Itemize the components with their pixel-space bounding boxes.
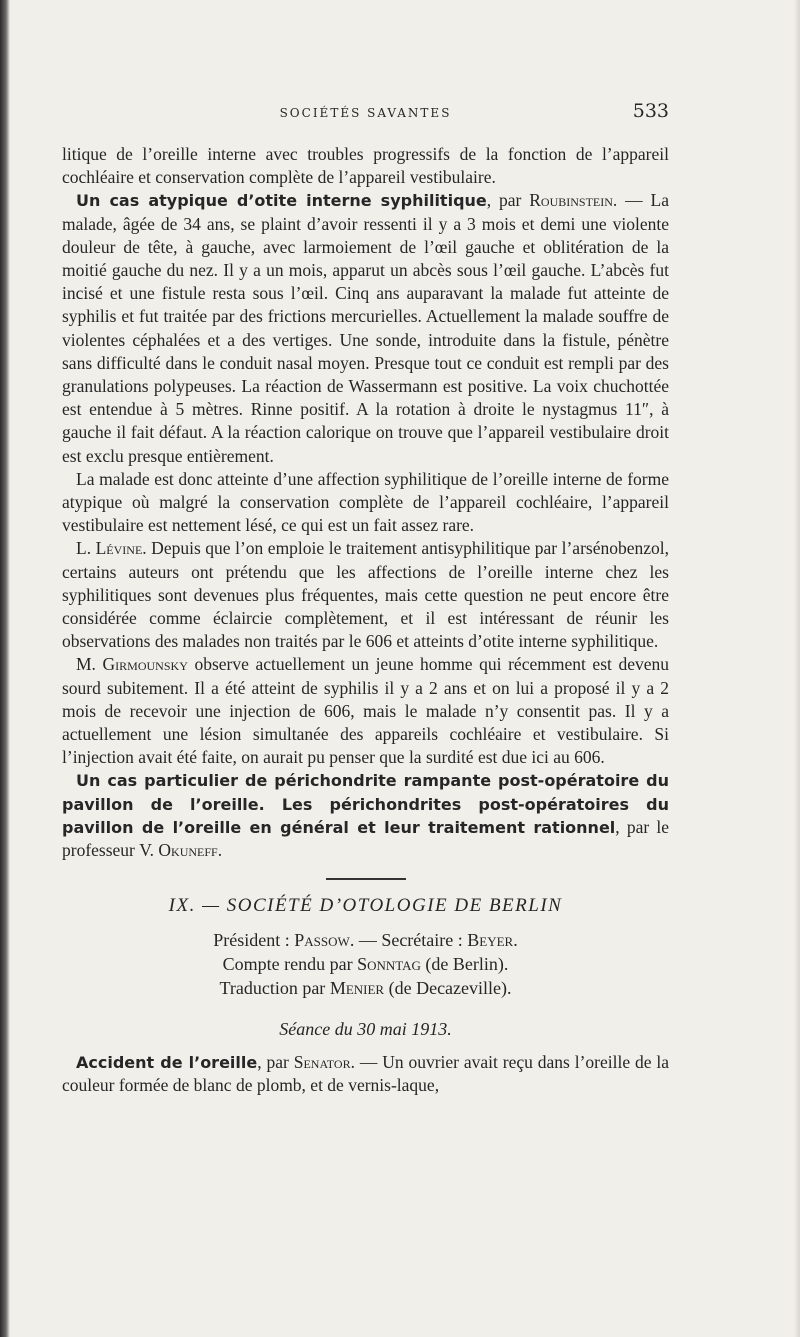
reporter-name: Sonntag bbox=[357, 953, 421, 974]
paragraph-girmounsky bbox=[62, 653, 669, 769]
paragraph-text: litique de l’oreille interne avec troubles progressifs de la fonction de l’appareil cochléaire et conservation complète de l’appareil vestibulaire. bbox=[62, 144, 669, 188]
credit-label: Compte rendu par bbox=[222, 953, 358, 974]
officer-label: . — Secrétaire : bbox=[349, 929, 468, 950]
officer-label: Président : bbox=[213, 929, 295, 950]
paragraph-levine bbox=[62, 537, 669, 653]
president-name: Passow bbox=[294, 929, 350, 950]
paragraph-conclusion bbox=[62, 468, 669, 538]
section-report-credit bbox=[62, 952, 669, 976]
section-divider bbox=[326, 878, 406, 880]
section-heading: IX. — SOCIÉTÉ D’OTOLOGIE DE BERLIN bbox=[168, 895, 563, 917]
author-prefix: M. bbox=[76, 654, 103, 675]
paragraph-ear-accident bbox=[62, 1051, 669, 1097]
paragraph-text: . — Un ouvrier avait reçu dans l’oreille de la couleur formée de blanc de plomb, et de vernis-laque, bbox=[62, 1051, 669, 1095]
paragraph-text: . — La malade, âgée de 34 ans, se plaint d’avoir ressenti il y a 3 mois et demi une violente douleur de tête, à gauche, avec larmoiement de l’œil gauche et oblitération de la moitié gauche du nez. Il y a un mois, apparut un abcès sous l’œil gauche. L’abcès fut incisé et une fistule resta sous l’œil. Cinq ans auparavant la malade fut atteinte de syphilis et fut traitée par des frictions mercurielles. Actuellement la malade souffre de violentes céphalées et a des vertiges. Une sonde, introduite dans la fistule, pénètre sans difficulté dans le conduit nasal moyen. Presque tout ce conduit est rempli par des granulations polypeuses. La réaction de Wassermann est positive. La voix chuchottée est entendue à 5 mètres. Rinne positif. A la rotation à droite le nystagmus 11″, à gauche il fait défaut. A la réaction calorique on trouve que l’appareil vestibulaire droit est exclu presque entièrement. bbox=[62, 190, 669, 466]
page-binding-shadow bbox=[0, 0, 10, 1337]
credit-label: Traduction par bbox=[219, 977, 330, 998]
punctuation: . bbox=[513, 929, 518, 950]
page-edge-shadow bbox=[794, 0, 800, 1337]
author-name: L. Lévine bbox=[76, 538, 143, 559]
author-name: Roubinstein bbox=[529, 190, 613, 211]
translator-name: Menier bbox=[329, 977, 385, 998]
session-date: Séance du 30 mai 1913. bbox=[279, 1018, 452, 1039]
translator-origin: (de Decazeville). bbox=[384, 977, 512, 998]
secretary-name: Beyer bbox=[467, 929, 514, 950]
page-body bbox=[62, 143, 669, 1097]
byline-connector: , par bbox=[486, 190, 530, 211]
reporter-origin: (de Berlin). bbox=[420, 953, 509, 974]
paragraph-continuation bbox=[62, 143, 669, 189]
author-name: Girmounsky bbox=[102, 654, 188, 675]
paragraph-text: observe actuellement un jeune homme qui récemment est devenu sourd subitement. Il a été atteint de syphilis il y a 2 ans et on lui a proposé il y a 2 mois de recevoir une injection de 606, mais le malade n’y consentit pas. Il y a actuellement une lésion simultanée des appareils cochléaire et vestibulaire. Si l’injection avait été faite, on aurait pu penser que la surdité est due ici au 606. bbox=[62, 654, 670, 768]
section-officers bbox=[62, 928, 669, 952]
article-title: Accident de l’oreille bbox=[76, 1052, 258, 1072]
paragraph-end: . bbox=[217, 840, 223, 861]
byline-connector: , par le professeur bbox=[62, 816, 669, 861]
page-header bbox=[62, 100, 669, 128]
page-number: 533 bbox=[632, 100, 669, 122]
paragraph-text: La malade est donc atteinte d’une affection syphilitique de l’oreille interne de forme atypique où malgré la conservation complète de l’appareil cochléaire, l’appareil vestibulaire est nettement lésé, ce qui est un fait assez rare. bbox=[62, 468, 669, 536]
author-name: V. Okuneff bbox=[139, 840, 218, 861]
byline-connector: , par bbox=[257, 1051, 294, 1072]
author-name: Senator bbox=[293, 1051, 351, 1072]
article-title: Un cas atypique d’otite interne syphilitique bbox=[76, 191, 487, 211]
article-title: Un cas particulier de périchondrite rampante post-opératoire du pavillon de l’oreille. Les périchondrites post-opératoires du pavillon de l’oreille en général et leur traitement rationnel bbox=[62, 771, 669, 837]
section-translation-credit bbox=[62, 976, 669, 1000]
paragraph-text: . Depuis que l’on emploie le traitement antisyphilitique par l’arsénobenzol, certains auteurs ont prétendu que les affections de l’oreille interne chez les syphilitiques sont devenues plus fréquentes, mais cette question ne peut encore être considérée comme éclaircie complètement, et il est intéressant de réunir les observations des malades non traités par le 606 et atteints d’otite interne syphilitique. bbox=[62, 538, 669, 652]
paragraph-atypical-otitis bbox=[62, 189, 669, 467]
running-title: SOCIÉTÉS SAVANTES bbox=[279, 106, 452, 120]
paragraph-perichondritis bbox=[62, 769, 669, 862]
